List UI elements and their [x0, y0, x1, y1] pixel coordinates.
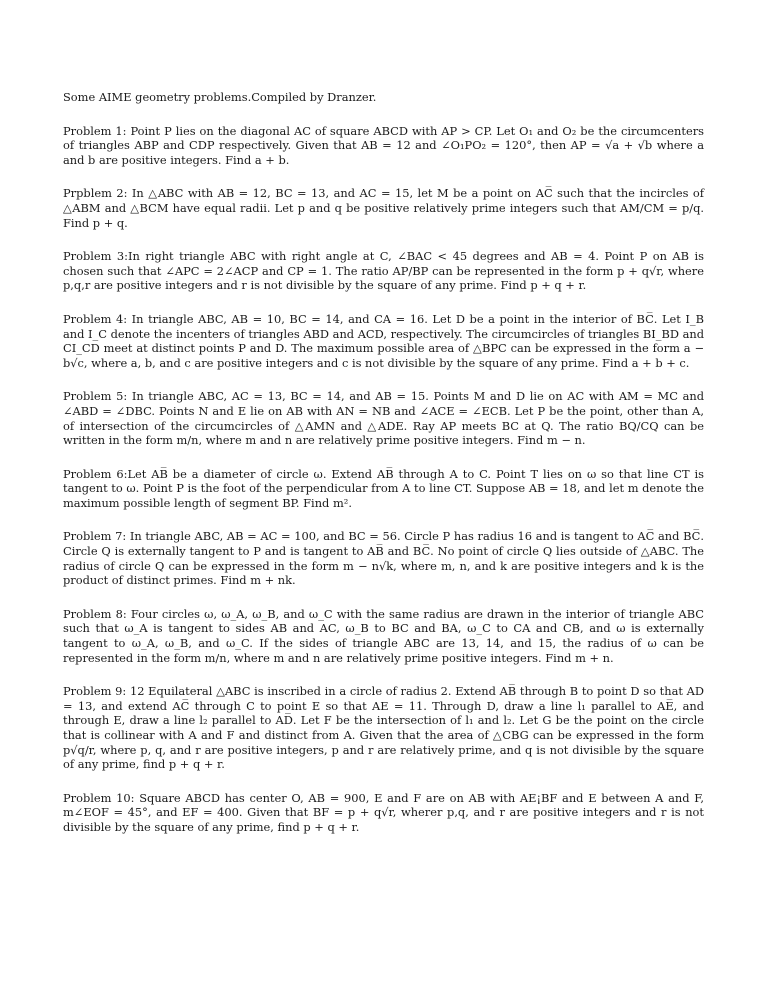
problem-7: Problem 7: In triangle ABC, AB = AC = 100, and BC = 56. Circle P has radius 16 and is tangent to AC̅ and BC̅. Circle Q is externally tangent to P and is tangent to AB̅ and BC̅. No point of circle Q lies outside of △ABC. The radius of circle Q can be expressed in the form m − n√k, where m, n, and k are positive integers and k is the product of distinct primes. Find m + nk.: [63, 529, 704, 588]
problem-10: Problem 10: Square ABCD has center O, AB = 900, E and F are on AB with AE¡BF and E between A and F, m∠EOF = 45°, and EF = 400. Given that BF = p + q√r, wherer p,q, and r are positive integers and r is not divisible by the square of any prime, find p + q + r.: [63, 790, 704, 834]
problem-5: Problem 5: In triangle ABC, AC = 13, BC = 14, and AB = 15. Points M and D lie on AC with AM = MC and ∠ABD = ∠DBC. Points N and E lie on AB with AN = NB and ∠ACE = ∠ECB. Let P be the point, other than A, of intersection of the circumcircles of △AMN and △ADE. Ray AP meets BC at Q. The ratio BQ/CQ can be written in the form m/n, where m and n are relatively prime positive integers. Find m − n.: [63, 389, 704, 448]
document-page: [63, 90, 704, 854]
problem-4: Problem 4: In triangle ABC, AB = 10, BC = 14, and CA = 16. Let D be a point in the interior of BC̅. Let I_B and I_C denote the incenters of triangles ABD and ACD, respectively. The circumcircles of triangles BI_BD and CI_CD meet at distinct points P and D. The maximum possible area of △BPC can be expressed in the form a − b√c, where a, b, and c are positive integers and c is not divisible by the square of any prime. Find a + b + c.: [63, 311, 704, 370]
problem-8: Problem 8: Four circles ω, ω_A, ω_B, and ω_C with the same radius are drawn in the interior of triangle ABC such that ω_A is tangent to sides AB and AC, ω_B to BC and BA, ω_C to CA and CB, and ω is externally tangent to ω_A, ω_B, and ω_C. If the sides of triangle ABC are 13, 14, and 15, the radius of ω can be represented in the form m/n, where m and n are relatively prime positive integers. Find m + n.: [63, 606, 704, 665]
problem-2: Prpblem 2: In △ABC with AB = 12, BC = 13, and AC = 15, let M be a point on AC̅ such that the incircles of △ABM and △BCM have equal radii. Let p and q be positive relatively prime integers such that AM/CM = p/q. Find p + q.: [63, 186, 704, 230]
problem-3: Problem 3:In right triangle ABC with right angle at C, ∠BAC < 45 degrees and AB = 4. Point P on AB is chosen such that ∠APC = 2∠ACP and CP = 1. The ratio AP/BP can be represented in the form p + q√r, where p,q,r are positive integers and r is not divisible by the square of any prime. Find p + q + r.: [63, 249, 704, 293]
problem-9: Problem 9: 12 Equilateral △ABC is inscribed in a circle of radius 2. Extend AB̅ through B to point D so that AD = 13, and extend AC̅ through C to point E so that AE = 11. Through D, draw a line l₁ parallel to AE̅, and through E, draw a line l₂ parallel to AD̅. Let F be the intersection of l₁ and l₂. Let G be the point on the circle that is collinear with A and F and distinct from A. Given that the area of △CBG can be expressed in the form p√q/r, where p, q, and r are positive integers, p and r are relatively prime, and q is not divisible by the square of any prime, find p + q + r.: [63, 684, 704, 772]
problem-6: Problem 6:Let AB̅ be a diameter of circle ω. Extend AB̅ through A to C. Point T lies on ω so that line CT is tangent to ω. Point P is the foot of the perpendicular from A to line CT. Suppose AB = 18, and let m denote the maximum possible length of segment BP. Find m².: [63, 466, 704, 510]
problem-1: Problem 1: Point P lies on the diagonal AC of square ABCD with AP > CP. Let O₁ and O₂ be the circumcenters of triangles ABP and CDP respectively. Given that AB = 12 and ∠O₁PO₂ = 120°, then AP = √a + √b where a and b are positive integers. Find a + b.: [63, 123, 704, 167]
document-header: Some AIME geometry problems.Compiled by Dranzer.: [63, 90, 377, 104]
